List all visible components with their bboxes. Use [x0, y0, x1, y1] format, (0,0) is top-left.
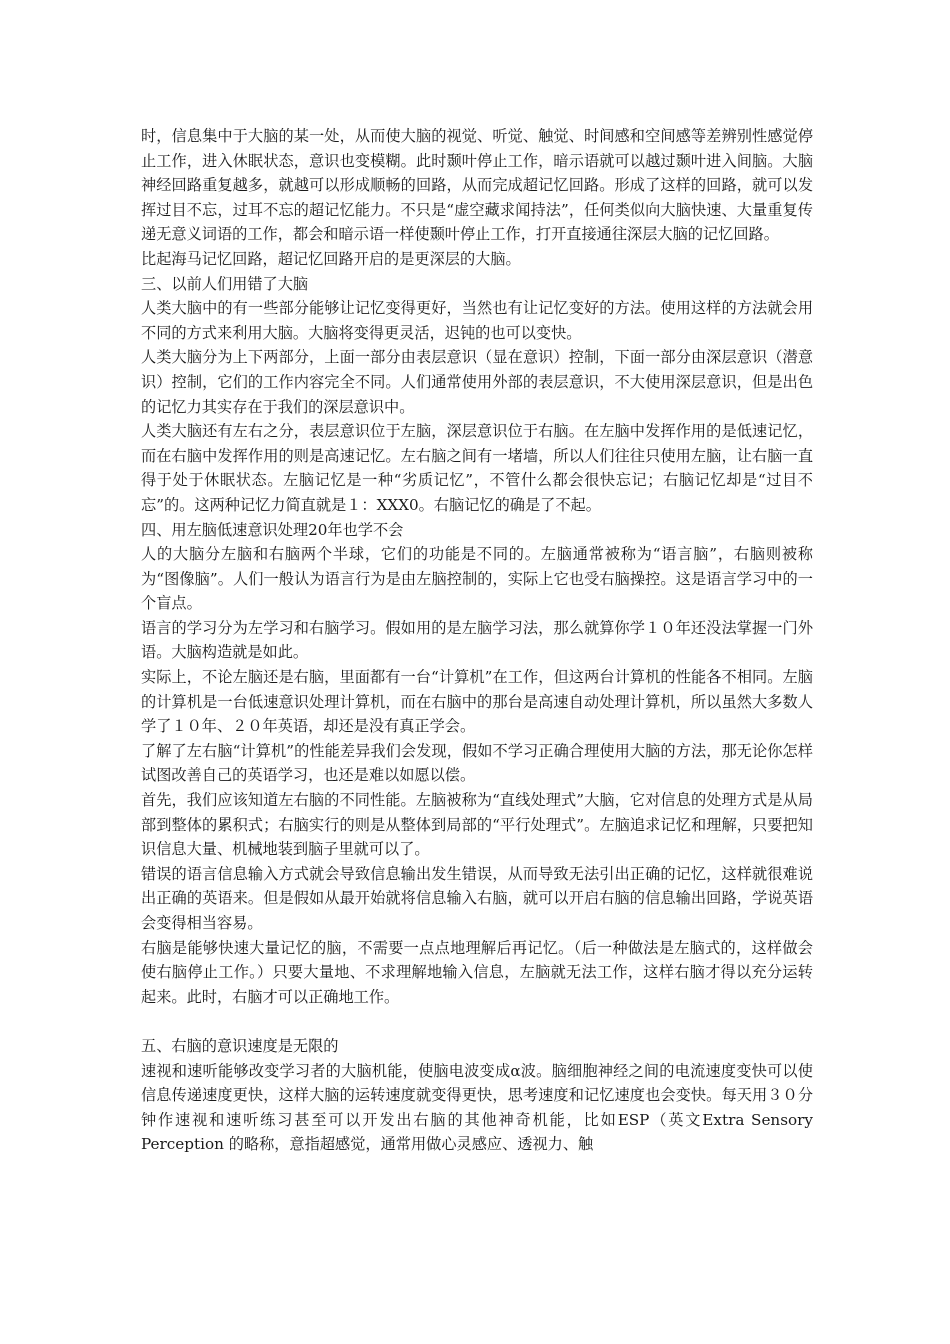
paragraph: 了解了左右脑“计算机”的性能差异我们会发现，假如不学习正确合理使用大脑的方法，那无论你怎样试图改善自己的英语学习，也还是难以如愿以偿。: [141, 741, 813, 785]
paragraph: 错误的语言信息输入方式就会导致信息输出发生错误，从而导致无法引出正确的记忆，这样就很难说出正确的英语来。但是假如从最开始就将信息输入右脑，就可以开启右脑的信息输出回路，学说英语会变得相当容易。: [141, 864, 813, 932]
paragraph: 右脑是能够快速大量记忆的脑，不需要一点点地理解后再记忆。（后一种做法是左脑式的，这样做会使右脑停止工作。）只要大量地、不求理解地输入信息，左脑就无法工作，这样右脑才得以充分运转起来。此时，右脑才可以正确地工作。: [141, 938, 813, 1006]
document-body: [141, 124, 813, 1157]
paragraph: 时，信息集中于大脑的某一处，从而使大脑的视觉、听觉、触觉、时间感和空间感等差辨别性感觉停止工作，进入休眠状态，意识也变模糊。此时颞叶停止工作，暗示语就可以越过颞叶进入间脑。大脑神经回路重复越多，就越可以形成顺畅的回路，从而完成超记忆回路。形成了这样的回路，就可以发挥过目不忘，过耳不忘的超记忆能力。不只是“虚空藏求闻持法”，任何类似向大脑快速、大量重复传递无意义词语的工作，都会和暗示语一样使颞叶停止工作，打开直接通往深层大脑的记忆回路。: [141, 127, 813, 244]
paragraph: 速视和速听能够改变学习者的大脑机能，使脑电波变成α波。脑细胞神经之间的电流速度变快可以使信息传递速度更快，这样大脑的运转速度就变得更快，思考速度和记忆速度也会变快。每天用３０分钟作速视和速听练习甚至可以开发出右脑的其他神奇机能，比如ESP（英文Extra Sensory Perception 的略称，意指超感觉，通常用做心灵感应、透视力、触: [141, 1061, 813, 1154]
section-heading: 三、以前人们用错了大脑: [141, 274, 309, 293]
blank-line: [141, 1009, 813, 1034]
paragraph: 人类大脑还有左右之分，表层意识位于左脑，深层意识位于右脑。在左脑中发挥作用的是低速记忆，而在右脑中发挥作用的则是高速记忆。左右脑之间有一堵墙，所以人们往往只使用左脑，让右脑一直得于处于休眠状态。左脑记忆是一种“劣质记忆”，不管什么都会很快忘记；右脑记忆却是“过目不忘”的。这两种记忆力简直就是１：XXX0。右脑记忆的确是了不起。: [141, 422, 813, 514]
paragraph: 语言的学习分为左学习和右脑学习。假如用的是左脑学习法，那么就算你学１０年还没法掌握一门外语。大脑构造就是如此。: [141, 618, 813, 662]
paragraph: 人类大脑分为上下两部分，上面一部分由表层意识（显在意识）控制，下面一部分由深层意识（潜意识）控制，它们的工作内容完全不同。人们通常使用外部的表层意识，不大使用深层意识，但是出色的记忆力其实存在于我们的深层意识中。: [141, 348, 813, 416]
paragraph: 人类大脑中的有一些部分能够让记忆变得更好，当然也有让记忆变好的方法。使用这样的方法就会用不同的方式来利用大脑。大脑将变得更灵活，迟钝的也可以变快。: [141, 299, 813, 342]
paragraph: 首先，我们应该知道左右脑的不同性能。左脑被称为“直线处理式”大脑，它对信息的处理方式是从局部到整体的累积式；右脑实行的则是从整体到局部的“平行处理式”。左脑追求记忆和理解，只要把知识信息大量、机械地装到脑子里就可以了。: [141, 791, 813, 859]
section-heading: 四、用左脑低速意识处理20年也学不会: [141, 520, 404, 539]
paragraph: 比起海马记忆回路，超记忆回路开启的是更深层的大脑。: [141, 249, 521, 268]
paragraph: 人的大脑分左脑和右脑两个半球，它们的功能是不同的。左脑通常被称为“语言脑”，右脑则被称为“图像脑”。人们一般认为语言行为是由左脑控制的，实际上它也受右脑操控。这是语言学习中的一个盲点。: [141, 545, 813, 613]
section-heading: 五、右脑的意识速度是无限的: [141, 1036, 339, 1055]
paragraph: 实际上，不论左脑还是右脑，里面都有一台“计算机”在工作，但这两台计算机的性能各不相同。左脑的计算机是一台低速意识处理计算机，而在右脑中的那台是高速自动处理计算机，所以虽然大多数人学了１０年、２０年英语，却还是没有真正学会。: [141, 668, 813, 736]
